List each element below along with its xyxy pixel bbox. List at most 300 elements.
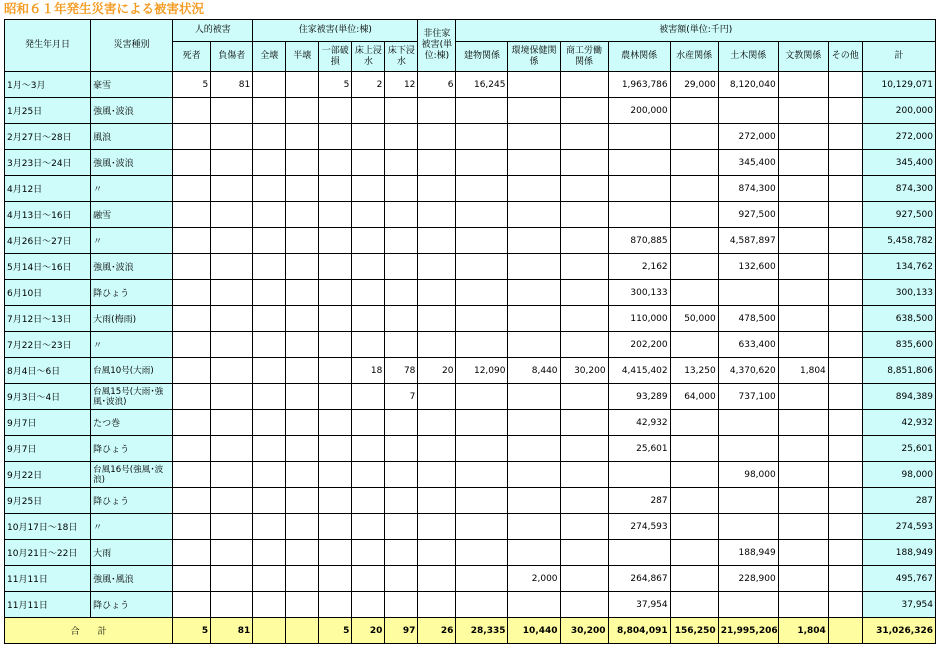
- cell-value: [385, 566, 418, 592]
- cell-value: 37,954: [608, 592, 670, 618]
- cell-value: [352, 176, 385, 202]
- cell-value: 287: [608, 488, 670, 514]
- cell-value: 638,500: [862, 306, 935, 332]
- cell-value: [418, 540, 456, 566]
- header-human: 人的被害: [173, 20, 253, 42]
- header-education: 文教関係: [778, 42, 828, 72]
- cell-value: [385, 228, 418, 254]
- cell-value: [718, 436, 778, 462]
- cell-value: [286, 202, 319, 228]
- header-building: 建物関係: [456, 42, 508, 72]
- cell-value: [253, 124, 286, 150]
- cell-value: [385, 514, 418, 540]
- cell-value: [286, 358, 319, 384]
- cell-value: [319, 254, 352, 280]
- row-type: 降ひょう: [91, 436, 173, 462]
- cell-value: [508, 488, 560, 514]
- cell-value: [319, 540, 352, 566]
- cell-value: [253, 462, 286, 488]
- cell-value: [286, 436, 319, 462]
- cell-value: [352, 462, 385, 488]
- row-date: 3月23日～24日: [5, 150, 91, 176]
- row-type: 降ひょう: [91, 488, 173, 514]
- cell-value: [173, 280, 211, 306]
- cell-value: [319, 358, 352, 384]
- table-row: [5, 566, 936, 592]
- cell-value: [385, 306, 418, 332]
- header-dead: 死者: [173, 42, 211, 72]
- row-type: 〃: [91, 514, 173, 540]
- row-date: 11月11日: [5, 592, 91, 618]
- cell-value: 13,250: [670, 358, 718, 384]
- cell-value: 64,000: [670, 384, 718, 410]
- cell-value: [778, 254, 828, 280]
- cell-value: [173, 488, 211, 514]
- cell-value: [253, 540, 286, 566]
- table-row: [5, 280, 936, 306]
- cell-value: [352, 150, 385, 176]
- cell-value: [253, 384, 286, 410]
- cell-value: [560, 592, 608, 618]
- cell-value: [253, 254, 286, 280]
- row-date: 11月11日: [5, 566, 91, 592]
- cell-value: [418, 332, 456, 358]
- cell-value: 42,932: [862, 410, 935, 436]
- cell-value: 188,949: [862, 540, 935, 566]
- cell-value: [352, 384, 385, 410]
- cell-value: [352, 202, 385, 228]
- cell-value: 274,593: [608, 514, 670, 540]
- cell-value: 200,000: [862, 98, 935, 124]
- cell-value: 228,900: [718, 566, 778, 592]
- cell-value: [352, 124, 385, 150]
- cell-value: [352, 436, 385, 462]
- cell-value: 8,851,806: [862, 358, 935, 384]
- cell-value: [418, 228, 456, 254]
- cell-value: 894,389: [862, 384, 935, 410]
- cell-value: [560, 488, 608, 514]
- cell-value: 495,767: [862, 566, 935, 592]
- cell-value: [456, 280, 508, 306]
- total-value: [828, 618, 862, 644]
- total-value: 26: [418, 618, 456, 644]
- cell-value: [173, 358, 211, 384]
- cell-value: [508, 280, 560, 306]
- row-date: 9月25日: [5, 488, 91, 514]
- cell-value: [352, 410, 385, 436]
- cell-value: [778, 410, 828, 436]
- cell-value: 7: [385, 384, 418, 410]
- row-type: 台風15号(大雨･強風･波浪): [91, 384, 173, 410]
- total-value: 21,995,206: [718, 618, 778, 644]
- cell-value: [253, 592, 286, 618]
- cell-value: 50,000: [670, 306, 718, 332]
- cell-value: [508, 514, 560, 540]
- cell-value: [778, 228, 828, 254]
- cell-value: [718, 98, 778, 124]
- cell-value: [385, 332, 418, 358]
- cell-value: [778, 488, 828, 514]
- row-type: 〃: [91, 228, 173, 254]
- cell-value: 12,090: [456, 358, 508, 384]
- cell-value: [211, 280, 253, 306]
- cell-value: [456, 514, 508, 540]
- cell-value: [828, 384, 862, 410]
- cell-value: [508, 98, 560, 124]
- cell-value: [319, 566, 352, 592]
- table-row: [5, 540, 936, 566]
- cell-value: [456, 254, 508, 280]
- cell-value: [319, 124, 352, 150]
- row-type: 降ひょう: [91, 280, 173, 306]
- cell-value: [560, 566, 608, 592]
- cell-value: [253, 98, 286, 124]
- table-row: [5, 98, 936, 124]
- cell-value: [286, 514, 319, 540]
- row-date: 4月13日～16日: [5, 202, 91, 228]
- cell-value: [352, 566, 385, 592]
- cell-value: [560, 436, 608, 462]
- row-date: 8月4日～6日: [5, 358, 91, 384]
- cell-value: [670, 462, 718, 488]
- cell-value: [385, 124, 418, 150]
- cell-value: 345,400: [862, 150, 935, 176]
- cell-value: [319, 176, 352, 202]
- cell-value: [173, 514, 211, 540]
- row-date: 9月7日: [5, 410, 91, 436]
- cell-value: [418, 306, 456, 332]
- cell-value: [508, 176, 560, 202]
- cell-value: 132,600: [718, 254, 778, 280]
- cell-value: [173, 462, 211, 488]
- cell-value: [456, 124, 508, 150]
- cell-value: 2,000: [508, 566, 560, 592]
- cell-value: [253, 488, 286, 514]
- table-row: [5, 358, 936, 384]
- cell-value: [253, 332, 286, 358]
- cell-value: 874,300: [862, 176, 935, 202]
- cell-value: [670, 566, 718, 592]
- total-value: 31,026,326: [862, 618, 935, 644]
- cell-value: [718, 592, 778, 618]
- cell-value: [456, 202, 508, 228]
- cell-value: [319, 150, 352, 176]
- header-nonres: 非住家被害(単位:棟): [418, 20, 456, 72]
- table-row: [5, 592, 936, 618]
- header-partial-damage: 一部破損: [319, 42, 352, 72]
- cell-value: [319, 436, 352, 462]
- row-date: 6月10日: [5, 280, 91, 306]
- header-half-destroyed: 半壊: [286, 42, 319, 72]
- cell-value: [173, 98, 211, 124]
- cell-value: [253, 566, 286, 592]
- cell-value: [828, 306, 862, 332]
- cell-value: [418, 462, 456, 488]
- cell-value: [608, 540, 670, 566]
- cell-value: [670, 228, 718, 254]
- row-type: 台風10号(大雨): [91, 358, 173, 384]
- header-other: その他: [828, 42, 862, 72]
- cell-value: [560, 462, 608, 488]
- cell-value: 18: [352, 358, 385, 384]
- cell-value: [456, 410, 508, 436]
- cell-value: [456, 384, 508, 410]
- cell-value: 5: [173, 72, 211, 98]
- cell-value: [173, 566, 211, 592]
- header-commerce: 商工労働関係: [560, 42, 608, 72]
- table-row: [5, 254, 936, 280]
- cell-value: [508, 384, 560, 410]
- cell-value: [778, 514, 828, 540]
- cell-value: [418, 254, 456, 280]
- cell-value: [352, 280, 385, 306]
- row-date: 10月17日～18日: [5, 514, 91, 540]
- cell-value: [508, 462, 560, 488]
- cell-value: [319, 202, 352, 228]
- table-row: [5, 462, 936, 488]
- cell-value: [828, 228, 862, 254]
- cell-value: [352, 98, 385, 124]
- cell-value: [173, 176, 211, 202]
- header-damage: 被害額(単位:千円): [456, 20, 936, 42]
- cell-value: [608, 176, 670, 202]
- cell-value: 188,949: [718, 540, 778, 566]
- cell-value: [352, 306, 385, 332]
- cell-value: [286, 254, 319, 280]
- cell-value: [385, 202, 418, 228]
- cell-value: [173, 228, 211, 254]
- header-injured: 負傷者: [211, 42, 253, 72]
- total-value: 5: [319, 618, 352, 644]
- table-row: [5, 488, 936, 514]
- total-value: 8,804,091: [608, 618, 670, 644]
- total-value: 10,440: [508, 618, 560, 644]
- cell-value: [828, 124, 862, 150]
- page-title: 昭和６１年発生災害による被害状況: [4, 1, 205, 16]
- cell-value: [418, 592, 456, 618]
- cell-value: [560, 150, 608, 176]
- header-civil-engineering: 土木関係: [718, 42, 778, 72]
- cell-value: [418, 280, 456, 306]
- table-row: [5, 124, 936, 150]
- cell-value: 300,133: [608, 280, 670, 306]
- cell-value: [211, 228, 253, 254]
- table-row: [5, 410, 936, 436]
- cell-value: [828, 410, 862, 436]
- cell-value: [173, 202, 211, 228]
- cell-value: [778, 280, 828, 306]
- cell-value: [385, 98, 418, 124]
- cell-value: 30,200: [560, 358, 608, 384]
- cell-value: [319, 280, 352, 306]
- cell-value: 20: [418, 358, 456, 384]
- cell-value: [286, 280, 319, 306]
- cell-value: 737,100: [718, 384, 778, 410]
- total-value: [253, 618, 286, 644]
- cell-value: [670, 124, 718, 150]
- cell-value: [286, 592, 319, 618]
- cell-value: [670, 540, 718, 566]
- cell-value: [560, 306, 608, 332]
- cell-value: [385, 280, 418, 306]
- header-type: 災害種別: [91, 20, 173, 72]
- cell-value: [211, 488, 253, 514]
- cell-value: [211, 384, 253, 410]
- cell-value: [319, 332, 352, 358]
- cell-value: [173, 436, 211, 462]
- cell-value: [418, 98, 456, 124]
- cell-value: 200,000: [608, 98, 670, 124]
- cell-value: [508, 124, 560, 150]
- cell-value: [456, 98, 508, 124]
- cell-value: [828, 280, 862, 306]
- cell-value: 927,500: [718, 202, 778, 228]
- cell-value: [211, 254, 253, 280]
- cell-value: [778, 306, 828, 332]
- cell-value: [608, 462, 670, 488]
- cell-value: [560, 514, 608, 540]
- cell-value: [286, 410, 319, 436]
- cell-value: [253, 306, 286, 332]
- total-value: 81: [211, 618, 253, 644]
- total-value: 20: [352, 618, 385, 644]
- cell-value: [211, 592, 253, 618]
- cell-value: 633,400: [718, 332, 778, 358]
- cell-value: [173, 410, 211, 436]
- cell-value: [385, 254, 418, 280]
- cell-value: [670, 332, 718, 358]
- row-date: 4月12日: [5, 176, 91, 202]
- cell-value: [828, 514, 862, 540]
- header-sum: 計: [862, 42, 935, 72]
- cell-value: [352, 228, 385, 254]
- row-type: たつ巻: [91, 410, 173, 436]
- cell-value: [286, 228, 319, 254]
- cell-value: [828, 254, 862, 280]
- cell-value: [670, 254, 718, 280]
- cell-value: [352, 592, 385, 618]
- cell-value: [560, 332, 608, 358]
- table-row: [5, 514, 936, 540]
- cell-value: [385, 540, 418, 566]
- cell-value: 5,458,782: [862, 228, 935, 254]
- damage-table: [4, 19, 936, 644]
- cell-value: [608, 202, 670, 228]
- row-date: 9月7日: [5, 436, 91, 462]
- cell-value: [560, 384, 608, 410]
- cell-value: [778, 124, 828, 150]
- cell-value: [418, 410, 456, 436]
- cell-value: 110,000: [608, 306, 670, 332]
- cell-value: [508, 72, 560, 98]
- cell-value: [173, 384, 211, 410]
- cell-value: [670, 592, 718, 618]
- cell-value: [508, 410, 560, 436]
- header-fisheries: 水産関係: [670, 42, 718, 72]
- cell-value: [508, 332, 560, 358]
- table-row: [5, 150, 936, 176]
- cell-value: [418, 436, 456, 462]
- cell-value: [211, 514, 253, 540]
- cell-value: [385, 150, 418, 176]
- row-date: 5月14日～16日: [5, 254, 91, 280]
- cell-value: [319, 592, 352, 618]
- row-type: 強風･風浪: [91, 566, 173, 592]
- cell-value: [352, 332, 385, 358]
- cell-value: 2: [352, 72, 385, 98]
- cell-value: [211, 540, 253, 566]
- cell-value: [778, 202, 828, 228]
- cell-value: [286, 488, 319, 514]
- row-type: 強風･波浪: [91, 150, 173, 176]
- cell-value: [508, 254, 560, 280]
- cell-value: [211, 124, 253, 150]
- cell-value: 478,500: [718, 306, 778, 332]
- cell-value: [560, 176, 608, 202]
- cell-value: [718, 410, 778, 436]
- header-above-floor-flood: 床上浸水: [352, 42, 385, 72]
- header-agriculture: 農林関係: [608, 42, 670, 72]
- cell-value: [828, 176, 862, 202]
- cell-value: [286, 332, 319, 358]
- cell-value: [828, 72, 862, 98]
- cell-value: [718, 514, 778, 540]
- cell-value: [778, 592, 828, 618]
- cell-value: [211, 566, 253, 592]
- cell-value: [508, 436, 560, 462]
- cell-value: [418, 202, 456, 228]
- cell-value: [560, 280, 608, 306]
- cell-value: 16,245: [456, 72, 508, 98]
- cell-value: 300,133: [862, 280, 935, 306]
- row-type: 降ひょう: [91, 592, 173, 618]
- cell-value: [286, 384, 319, 410]
- cell-value: [253, 514, 286, 540]
- cell-value: [253, 150, 286, 176]
- cell-value: [286, 462, 319, 488]
- cell-value: [385, 410, 418, 436]
- total-row: [5, 618, 936, 644]
- cell-value: 134,762: [862, 254, 935, 280]
- cell-value: 8,120,040: [718, 72, 778, 98]
- cell-value: [418, 514, 456, 540]
- cell-value: 2,162: [608, 254, 670, 280]
- total-value: 28,335: [456, 618, 508, 644]
- cell-value: [319, 384, 352, 410]
- cell-value: [828, 488, 862, 514]
- cell-value: [319, 98, 352, 124]
- row-date: 9月22日: [5, 462, 91, 488]
- cell-value: [670, 514, 718, 540]
- cell-value: 10,129,071: [862, 72, 935, 98]
- cell-value: [211, 150, 253, 176]
- cell-value: 287: [862, 488, 935, 514]
- row-type: 豪雪: [91, 72, 173, 98]
- cell-value: [456, 332, 508, 358]
- cell-value: [173, 124, 211, 150]
- cell-value: [670, 280, 718, 306]
- cell-value: [560, 202, 608, 228]
- cell-value: [560, 410, 608, 436]
- cell-value: [560, 254, 608, 280]
- cell-value: [211, 358, 253, 384]
- table-row: [5, 202, 936, 228]
- cell-value: [778, 150, 828, 176]
- cell-value: [718, 488, 778, 514]
- cell-value: [828, 566, 862, 592]
- cell-value: [508, 540, 560, 566]
- cell-value: [286, 150, 319, 176]
